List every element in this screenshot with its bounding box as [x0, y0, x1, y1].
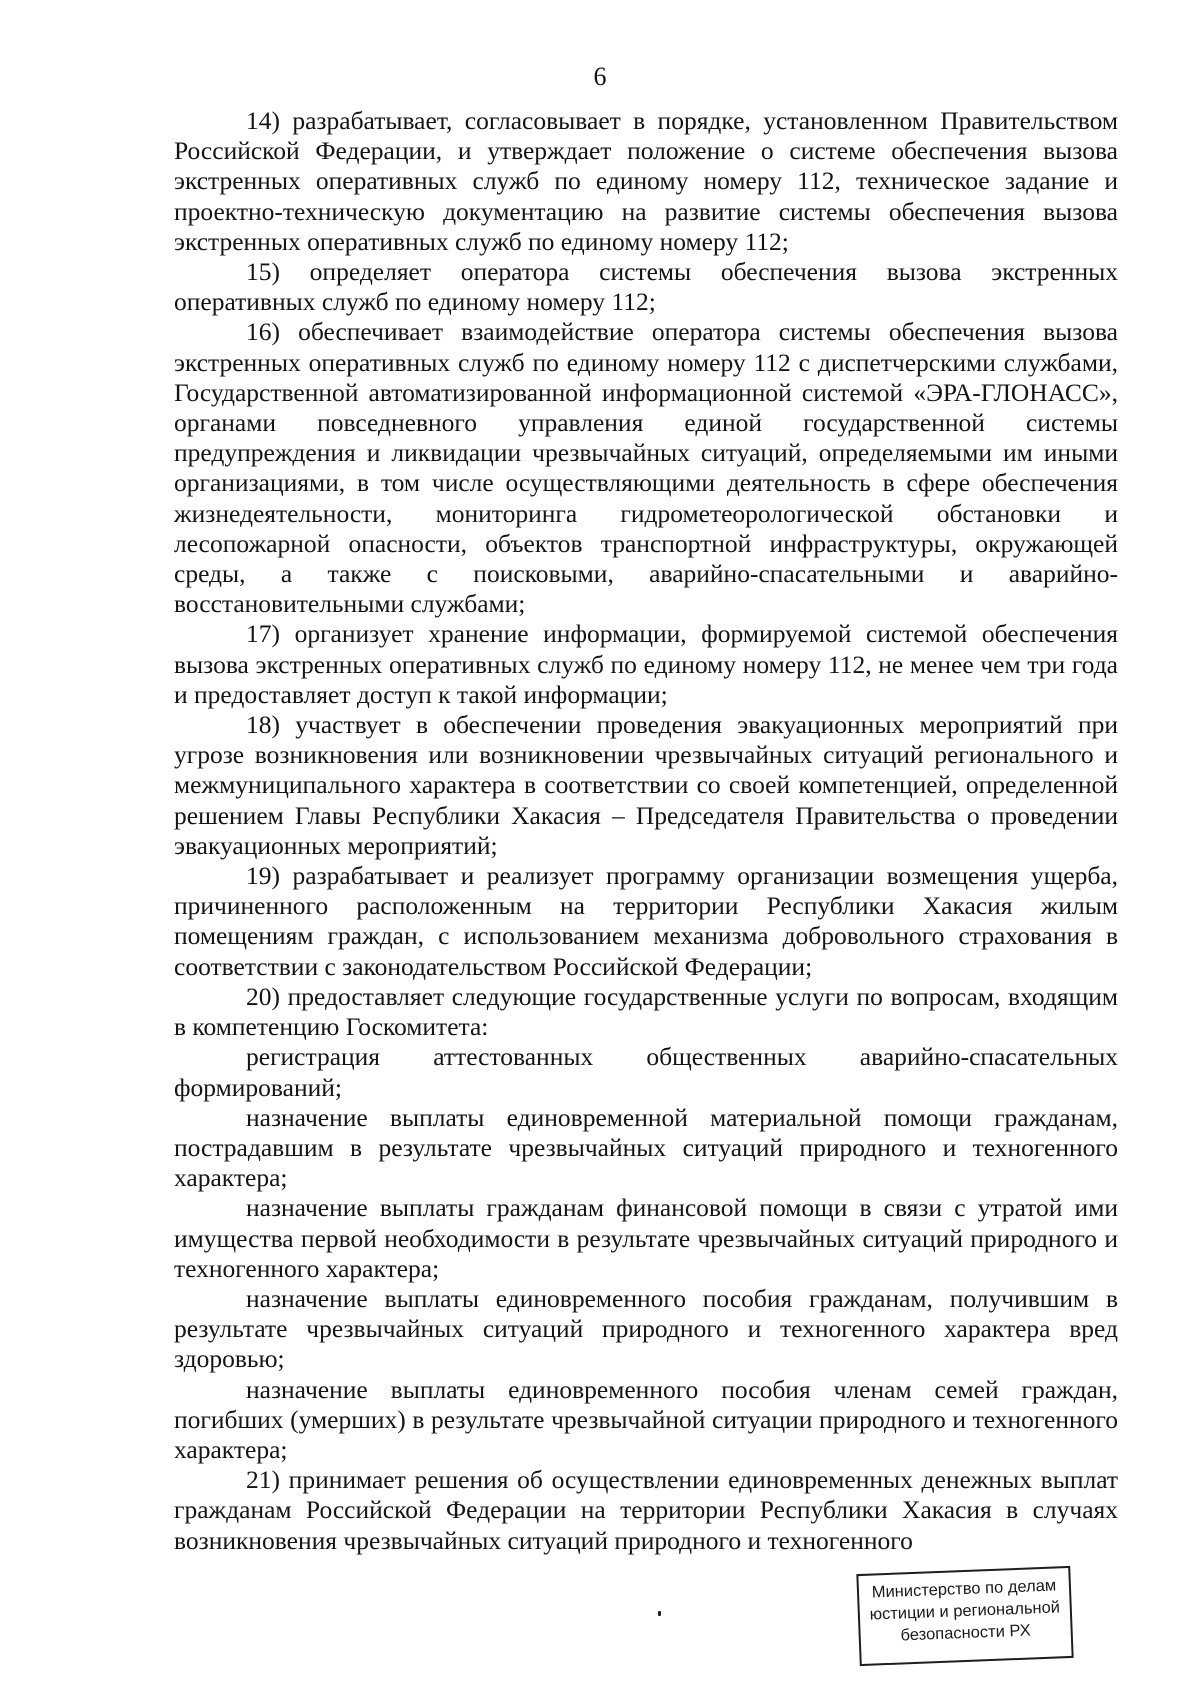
stamp-line-3: безопасности РХ	[900, 1621, 1032, 1645]
stamp-line-1: Министерство по делам	[871, 1576, 1057, 1602]
service-health-benefit: назначение выплаты единовременного пособия гражданам, получившим в результате чрезвычайных ситуаций природного и техногенного характера вред здоровью;	[174, 1283, 1118, 1374]
paragraph-item-14: 14) разрабатывает, согласовывает в порядке, установленном Правительством Российской Федерации, и утверждает положение о системе обеспечения вызова экстренных оперативных служб по единому номеру 112, техническое задание и проектно-техническую документацию на развитие системы обеспечения вызова экстренных оперативных служб по единому номеру 112;	[174, 106, 1118, 256]
paragraph-item-17: 17) организует хранение информации, формируемой системой обеспечения вызова экстренных оперативных служб по единому номеру 112, не менее чем три года и предоставляет доступ к такой информации;	[174, 619, 1118, 709]
paragraph-item-18: 18) участвует в обеспечении проведения эвакуационных мероприятий при угрозе возникновения или возникновении чрезвычайных ситуаций регионального и межмуниципального характера в соответствии со своей компетенцией, определенной решением Главы Республики Хакасия – Председателя Правительства о проведении эвакуационных мероприятий;	[174, 710, 1118, 860]
paragraph-item-20: 20) предоставляет следующие государственные услуги по вопросам, входящим в компетенцию Госкомитета:	[174, 981, 1118, 1042]
paragraph-item-21: 21) принимает решения об осуществлении единовременных денежных выплат гражданам Российской Федерации на территории Республики Хакасия в случаях возникновения чрезвычайных ситуаций природного и техногенного	[174, 1465, 1118, 1555]
document-body	[174, 106, 1118, 1556]
service-material-aid: назначение выплаты единовременной материальной помощи гражданам, пострадавшим в результате чрезвычайных ситуаций природного и техногенного характера;	[174, 1102, 1118, 1193]
ministry-stamp	[856, 1566, 1073, 1666]
scan-speck	[658, 1611, 661, 1616]
service-family-benefit: назначение выплаты единовременного пособия членам семей граждан, погибших (умерших) в результате чрезвычайной ситуации природного и техногенного характера;	[174, 1374, 1118, 1464]
stamp-line-2: юстиции и региональной	[869, 1598, 1061, 1624]
service-registration: регистрация аттестованных общественных аварийно-спасательных формирований;	[174, 1042, 1118, 1102]
paragraph-item-16: 16) обеспечивает взаимодействие оператора системы обеспечения вызова экстренных оперативных служб по единому номеру 112 с диспетчерскими службами, Государственной автоматизированной информационной системой «ЭРА-ГЛОНАСС», органами повседневного управления единой государственной системы предупреждения и ликвидации чрезвычайных ситуаций, определяемыми им иными организациями, в том числе осуществляющими деятельность в сфере обеспечения жизнедеятельности, мониторинга гидрометеорологической обстановки и лесопожарной опасности, объектов транспортной инфраструктуры, окружающей среды, а также с поисковыми, аварийно-спасательными и аварийно-восстановительными службами;	[174, 317, 1118, 619]
page-number: 6	[593, 62, 607, 91]
paragraph-item-15: 15) определяет оператора системы обеспечения вызова экстренных оперативных служб по единому номеру 112;	[174, 257, 1118, 317]
paragraph-item-19: 19) разрабатывает и реализует программу организации возмещения ущерба, причиненного расположенным на территории Республики Хакасия жилым помещениям граждан, с использованием механизма добровольного страхования в соответствии с законодательством Российской Федерации;	[174, 861, 1118, 981]
service-financial-aid: назначение выплаты гражданам финансовой помощи в связи с утратой ими имущества первой необходимости в результате чрезвычайных ситуаций природного и техногенного характера;	[174, 1193, 1118, 1283]
